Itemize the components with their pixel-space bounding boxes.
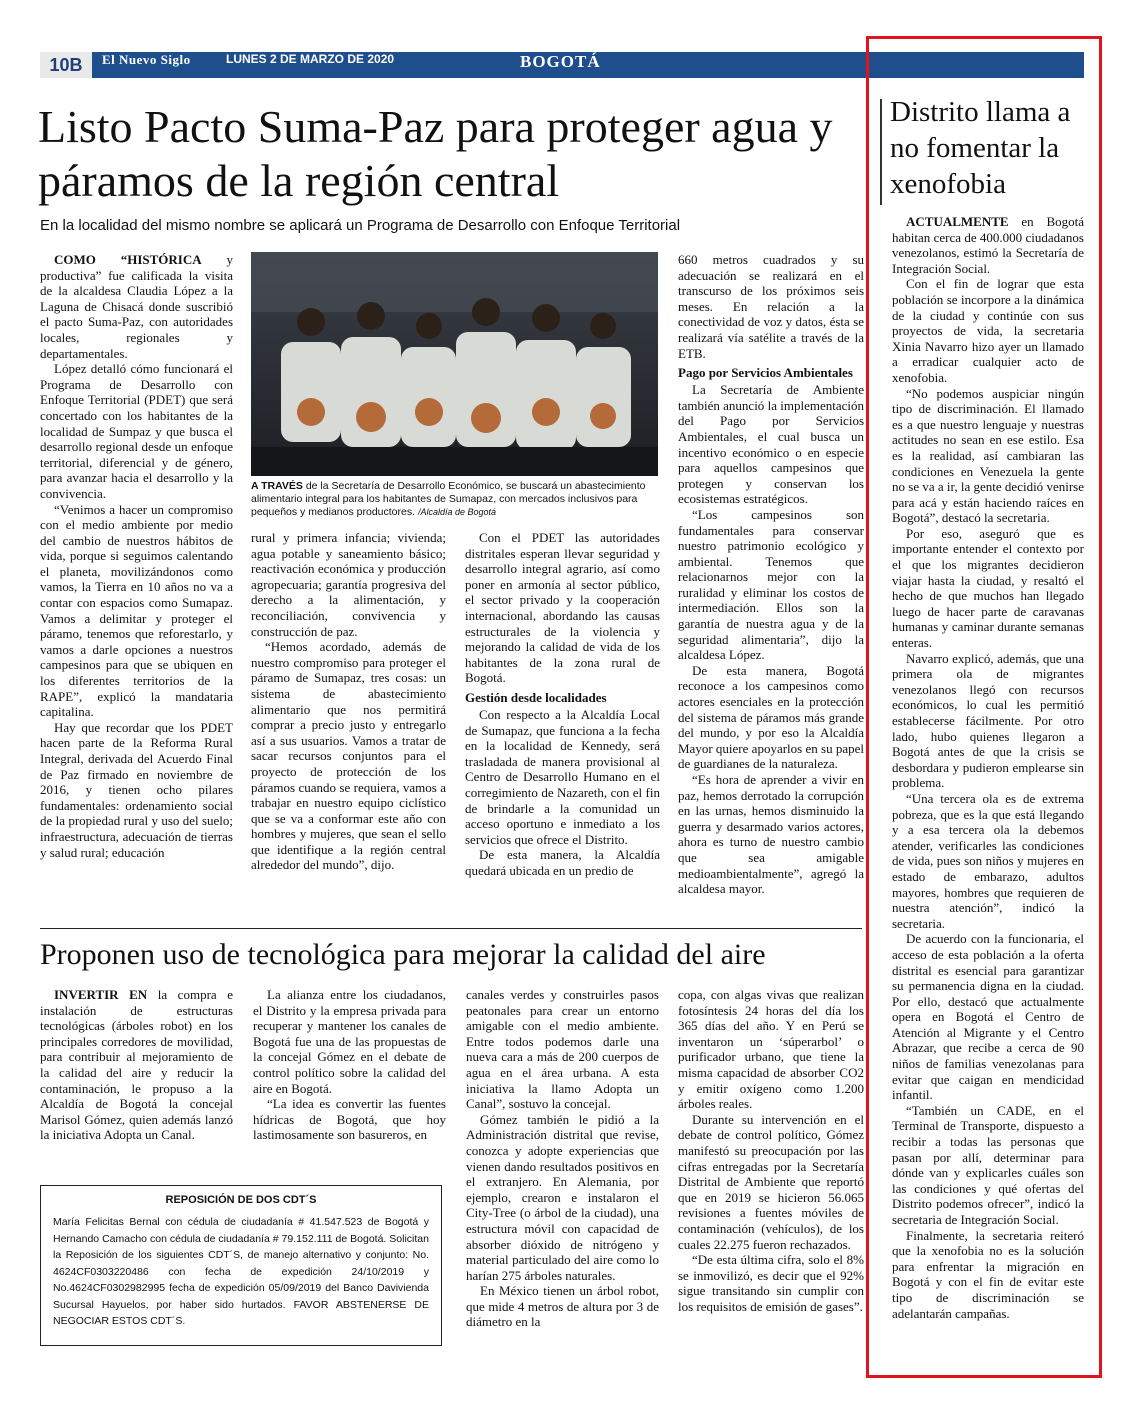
paragraph bbox=[892, 214, 1084, 276]
second-column-4 bbox=[678, 987, 864, 1347]
paragraph-text: Con el PDET las autoridades distritales esperan llevar seguridad y desarrollo integral agrario, así como poner en armonía al sector público, el sector privado y la cooperación internacional, abordando las causas estructurales de la violencia y mejorando la calidad de vida de los habitantes de la zona rural de Bogotá. bbox=[465, 530, 660, 686]
paragraph-text: Con el fin de lograr que esta población se incorpore a la dinámica de la ciudad y continúe con sus proyectos de vida, la secretaria Xinia Navarro hizo ayer un llamado a erradicar cualquier acto de xenofobia. bbox=[892, 276, 1084, 385]
headline-accent-bar bbox=[880, 99, 882, 205]
paragraph-text: Navarro explicó, además, que una primera ola de migrantes venezolanos llegó con recursos económicos, lo cual les permitió establecerse fácilmente. Por otro lado, hubo quienes llegaron a Bogotá antes de que la crisis se desbordara y pudieron emplearse sin problema. bbox=[892, 650, 1084, 791]
article-photo bbox=[251, 252, 658, 476]
paragraph-text: canales verdes y construirles pasos peatonales para crear un entorno amigable con el medio ambiente. Entre todos podemos darle una nueva cara a más de 200 cuerpos de agua en el área urbana. A esta iniciativa la llamo Adopta un Canal”, sostuvo la concejal. bbox=[466, 987, 659, 1112]
paragraph-text: la compra e instalación de estructuras tecnológicas (árboles robot) en los principales corredores de movilidad, para contribuir al mejoramiento de la calidad del aire y reducir la contaminación, le propuso a la Alcaldía de Bogotá la concejal Marisol Gómez, quien además lanzó la iniciativa Adopta un Canal. bbox=[40, 987, 233, 1143]
paragraph-text: “No podemos auspiciar ningún tipo de discriminación. El llamado es a que nuestro lenguaje y nuestras actitudes no sean en ese estilo. Esa es la realidad, así cambiaran las condiciones en Venezuela la gente no se va a ir, la gente decidió venirse para acá y están haciendo raíces en Bogotá”, destacó la secretaria. bbox=[892, 385, 1084, 526]
paragraph bbox=[678, 987, 864, 1112]
second-column-1 bbox=[40, 987, 233, 1172]
paragraph bbox=[253, 1096, 446, 1143]
paragraph-text: en Bogotá habitan cerca de 400.000 ciudadanos venezolanos, estimó la Secretaría de Integración Social. bbox=[892, 214, 1084, 276]
paragraph bbox=[40, 720, 233, 860]
section-name: BOGOTÁ bbox=[520, 52, 601, 71]
paragraph bbox=[253, 987, 446, 1096]
paragraph-text: “Hemos acordado, además de nuestro compromiso para proteger el páramo de Sumapaz, tres cosas: un sistema de abastecimiento alimentario que nos permitirá comprar a precio justo y entregarlo así a sus usuarios. Vamos a tratar de sacar recursos conjuntos para el proyecto de protección de los páramos cuando se requiera, vamos a trabajar en nuestro equipo ciclístico que se va a conformar este año con hombres y mujeres, que sean el sello que identifique a la región central alrededor del mundo”, dijo. bbox=[251, 639, 446, 873]
paragraph-text: De esta manera, la Alcaldía quedará ubicada en un predio de bbox=[465, 847, 660, 878]
paragraph bbox=[892, 386, 1084, 526]
paragraph-text: “Los campesinos son fundamentales para conservar nuestro patrimonio ecológico y ambiental. Tenemos que relacionarnos mejor con la ruralidad y eliminar los costos de intermediación. Ellos son la garantía de nuestra agua y de la seguridad alimentaria”, dijo la alcaldesa López. bbox=[678, 506, 864, 663]
paragraph bbox=[465, 847, 660, 878]
main-headline: Listo Pacto Suma-Paz para proteger agua y páramos de la región central bbox=[38, 101, 833, 206]
paragraph-text: La Secretaría de Ambiente también anunció la implementación del Pago por Servicios Ambientales, el cual busca un incentivo económico o en especie para aquellos campesinos que protegen y conservan los ecosistemas estratégicos. bbox=[678, 382, 864, 507]
paragraph bbox=[892, 1103, 1084, 1228]
paragraph bbox=[678, 1252, 864, 1314]
lead-in: COMO “HISTÓRICA bbox=[54, 252, 202, 267]
second-column-3 bbox=[466, 987, 659, 1347]
paragraph-text: Por eso, aseguró que es importante entender el contexto por el que los migrantes decidieron viajar hasta la ciudad, y resaltó el hecho de que muchos han llegado luego de hacer parte de caravanas humanas y caminar durante semanas enteras. bbox=[892, 525, 1084, 651]
main-column-4 bbox=[678, 252, 864, 917]
group-photo-illustration bbox=[251, 252, 658, 476]
paragraph-text: 660 metros cuadrados y su adecuación se realizará en el transcurso de los próximos seis meses. En relación a la conectividad de voz y datos, ésta se realizará vía satélite a través de la ETB. bbox=[678, 252, 864, 361]
paragraph-text: “Es hora de aprender a vivir en paz, hemos derrotado la corrupción en las urnas, hemos disminuido la guerra y desarmado varios actores, ahora es turno de nuestro cambio que sea amigable medioambientalmente”, agregó la alcaldesa mayor. bbox=[678, 772, 864, 897]
newspaper-name: El Nuevo Siglo bbox=[102, 52, 191, 67]
paragraph-text: “La idea es convertir las fuentes hídricas de Bogotá, que hoy lastimosamente son basureros, en bbox=[253, 1096, 446, 1143]
paragraph bbox=[40, 502, 233, 720]
paragraph bbox=[251, 639, 446, 873]
paragraph-text: Gómez también le pidió a la Administración distrital que revise, conozca y adopte experiencias que vienen dando resultados positivos en el extranjero. En Alemania, por ejemplo, crearon e instalaron el City-Tree (o árbol de la ciudad), una estructura móvil con capacidad de absorber dióxido de nitrógeno y material particulado del aire como lo harían 275 árboles naturales. bbox=[466, 1111, 659, 1283]
paragraph bbox=[678, 1112, 864, 1252]
subheading: Gestión desde localidades bbox=[465, 689, 607, 705]
second-headline: Proponen uso de tecnológica para mejorar la calidad del aire bbox=[40, 938, 766, 971]
sidebar-headline: Distrito llama a no fomentar la xenofobia bbox=[890, 96, 1071, 200]
paragraph-text: López detalló cómo funcionará el Programa de Desarrollo con Enfoque Territorial (PDET) que será concertado con los habitantes de la localidad de Sumpaz y que busca el desarrollo regional desde un enfoque territorial, diferencial y de género, para avanzar hacia el desarrollo y la convivencia. bbox=[40, 361, 233, 501]
paragraph bbox=[251, 530, 446, 639]
paragraph bbox=[40, 361, 233, 501]
paragraph-text: “De esta última cifra, solo el 8% se inmovilizó, es decir que el 92% sigue transitando sin cumplir con los requisitos de emisión de gases”. bbox=[678, 1252, 864, 1314]
paragraph bbox=[678, 252, 864, 361]
legal-notice-box bbox=[40, 1185, 442, 1346]
subheading: Pago por Servicios Ambientales bbox=[678, 365, 853, 381]
paragraph bbox=[892, 791, 1084, 931]
paragraph bbox=[40, 252, 233, 361]
paragraph-text: De esta manera, Bogotá reconoce a los campesinos como actores esenciales en la protección del sistema de páramos más grande del mundo, y por eso la Alcaldía Mayor quiere apoyarlos en su papel de guardianes de la naturaleza. bbox=[678, 662, 864, 772]
main-column-2 bbox=[251, 530, 446, 915]
issue-date: LUNES 2 DE MARZO DE 2020 bbox=[226, 52, 395, 66]
paragraph-text: De acuerdo con la funcionaria, el acceso de esta población a la oferta distrital es esencial para garantizar su permanencia digna en la ciudad. Por ello, destacó que actualmente opera en Bogotá el Centro de Atención al Migrante y el Centro Abrazar, que recibe a cerca de 90 niños de familias venezolanas para evitar que caigan en mendicidad infantil. bbox=[892, 931, 1084, 1103]
second-column-2 bbox=[253, 987, 446, 1172]
caption-credit: /Alcaldía de Bogotá bbox=[417, 507, 497, 517]
notice-body: María Felicitas Bernal con cédula de ciudadanía # 41.547.523 de Bogotá y Hernando Camacho con cédula de ciudadanía # 79.152.111 de Bogotá. Solicitan la Reposición de los siguientes CDT´S, de manejo alternativo y conjunto: No. 4624CF0303220486 con fecha de expedición 24/10/2019 y No.4624CF0302982995 fecha de expedición 05/09/2019 del Banco Davivienda Sucursal Hayuelos, por haber sido hurtados. FAVOR ABSTENERSE DE NEGOCIAR ESTOS CDT´S. bbox=[53, 1216, 429, 1327]
paragraph-text: rural y primera infancia; vivienda; agua potable y saneamiento básico; reactivación económica y producción agropecuaria; garantía progresiva del derecho a la alimentación, y reconciliación, convivencia y construcción de paz. bbox=[251, 530, 446, 639]
paragraph-text: Finalmente, la secretaria reiteró que la xenofobia no es la solución para enfrentar la migración en Bogotá y con el fin de evitar este tipo de discriminación se adelantarán campañas. bbox=[892, 1227, 1084, 1321]
paragraph bbox=[466, 1112, 659, 1284]
main-column-1 bbox=[40, 252, 233, 912]
paragraph bbox=[465, 707, 660, 847]
paragraph bbox=[40, 987, 233, 1143]
paragraph bbox=[892, 931, 1084, 1103]
main-column-3 bbox=[465, 530, 660, 915]
paragraph bbox=[465, 530, 660, 686]
sidebar-column bbox=[892, 214, 1084, 1354]
notice-title: REPOSICIÓN DE DOS CDT´S bbox=[165, 1194, 317, 1206]
paragraph bbox=[678, 382, 864, 507]
main-subtitle: En la localidad del mismo nombre se aplicará un Programa de Desarrollo con Enfoque Territorial bbox=[40, 217, 681, 234]
lead-in: ACTUALMENTE bbox=[906, 214, 1009, 229]
paragraph-text: En México tienen un árbol robot, que mide 4 metros de altura por 3 de diámetro en la bbox=[466, 1283, 659, 1330]
section-divider bbox=[40, 928, 862, 929]
caption-text: de la Secretaría de Desarrollo Económico, se buscará un abastecimiento alimentario integral para los habitantes de Sumapaz, con mercados inclusivos para pequeños y medianos productores. bbox=[251, 480, 646, 518]
paragraph-text: Hay que recordar que los PDET hacen parte de la Reforma Rural Integral, derivada del Acuerdo Final de Paz firmado en noviembre de 2016, y tienen ocho pilares fundamentales: ordenamiento social de la propiedad rural y uso del suelo; infraestructura, adecuación de tierras y salud rural; educación bbox=[40, 719, 233, 860]
paragraph-text: Con respecto a la Alcaldía Local de Sumapaz, que funciona a la fecha en la localidad de Kennedy, será trasladada de manera provisional al Centro de Desarrollo Humano en el corregimiento de Nazareth, con el fin de brindarle a la comunidad un acceso oportuno e inmediato a los servicios que ofrece el Distrito. bbox=[465, 706, 660, 847]
paragraph bbox=[678, 507, 864, 663]
paragraph bbox=[678, 772, 864, 897]
paragraph-text: “Venimos a hacer un compromiso con el medio ambiente por medio del cambio de nuestros hábitos de vida, porque si seguimos calentando el planeta, movilizándonos como vamos, la Tierra en 10 años no va a contar con espacios como Sumapaz. Vamos a delimitar y proteger el páramo, tenemos que reforestarlo, y vamos a darle opciones a nuestros campesinos para que se ubiquen en los diferentes territorios de la RAPE”, explicó la mandataria capitalina. bbox=[40, 501, 233, 720]
photo-caption bbox=[251, 480, 658, 519]
paragraph-text: “También un CADE, en el Terminal de Transporte, dispuesto a recibir a todas las personas que pasan por allí, determinar para dónde van y explicarles cuáles son las condiciones y qué ofertas del Distrito podemos ofrecer”, indicó la secretaria de Integración Social. bbox=[892, 1102, 1084, 1227]
paragraph bbox=[678, 663, 864, 772]
paragraph bbox=[892, 526, 1084, 651]
paragraph-text: y productiva” fue calificada la visita de la alcaldesa Claudia López a la Laguna de Chisacá donde suscribió el pacto Suma-Paz, con autoridades locales, regionales y departamentales. bbox=[40, 252, 233, 361]
paragraph-text: copa, con algas vivas que realizan fotosíntesis 24 horas del día los 365 días del año. Y en Perú se inventaron un ‘súperarbol’ o purificador urbano, que tiene la misma capacidad de absorber CO2 y emitir oxígeno como 1.200 árboles reales. bbox=[678, 987, 864, 1112]
paragraph-text: “Una tercera ola es de extrema pobreza, que es la que está llegando y a esa tercera ola la debemos atender, verificarles las condiciones de vida, pues son niños y mujeres en estado de embarazo, adultos mayores, hombres que requieren de nuestra atención”, indicó la secretaria. bbox=[892, 790, 1084, 931]
page-number: 10B bbox=[40, 52, 92, 78]
paragraph bbox=[892, 651, 1084, 791]
paragraph bbox=[892, 276, 1084, 385]
lead-in: INVERTIR EN bbox=[54, 987, 148, 1002]
caption-lead: A TRAVÉS bbox=[251, 480, 303, 492]
paragraph bbox=[892, 1228, 1084, 1322]
paragraph-text: La alianza entre los ciudadanos, el Distrito y la empresa privada para recuperar y mantener los canales de Bogotá fue una de las propuestas de la concejal Gómez en el debate de control político sobre la calidad del aire en Bogotá. bbox=[253, 987, 446, 1096]
paragraph-text: Durante su intervención en el debate de control político, Gómez manifestó su preocupación por las cifras entregadas por la Secretaría Distrital de Ambiente que reportó que en 2019 se hicieron 56.065 revisiones a fuentes móviles de contaminación (vehículos), de los cuales 22.275 fueron rechazados. bbox=[678, 1111, 864, 1252]
paragraph bbox=[466, 1283, 659, 1330]
paragraph bbox=[466, 987, 659, 1112]
